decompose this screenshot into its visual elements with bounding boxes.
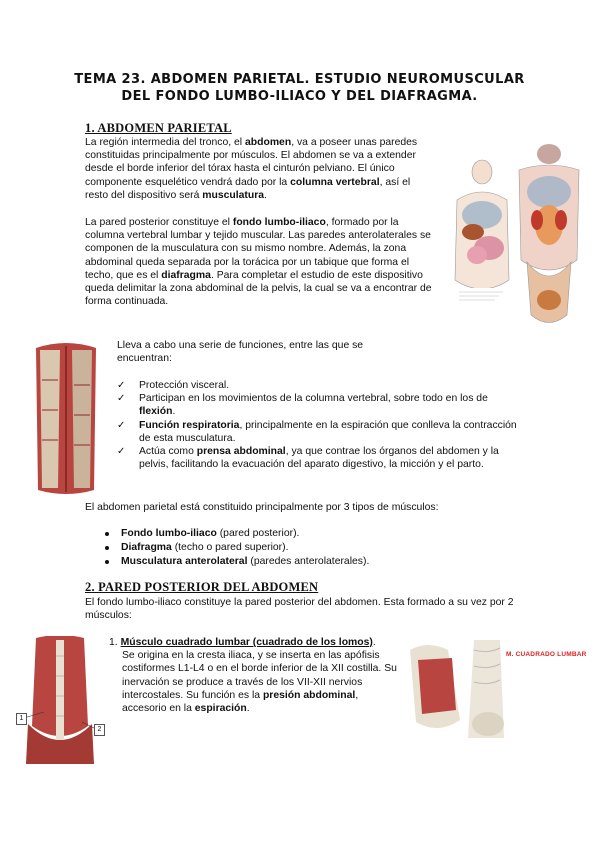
section-2-heading: 2. PARED POSTERIOR DEL ABDOMEN	[85, 580, 319, 594]
muscle-type-item: Fondo lumbo-iliaco (pared posterior).	[99, 527, 499, 540]
muscle-type-item: Diafragma (techo o pared superior).	[99, 541, 499, 554]
checkmark-icon: ✓	[117, 393, 126, 405]
quadratus-lumborum-item	[109, 636, 399, 715]
checkmark-icon: ✓	[117, 446, 126, 458]
paragraph-posterior-wall: La pared posterior constituye el fondo lumbo-iliaco, formado por la columna vertebral lumbar y tejido muscular. Las paredes anterolaterales se componen de la musculatura con su mismo nombre. Además, la zona abdominal queda separada por la torácica por un tabique que forma el techo, que es el diafragma. Para completar el estudio de este dispositivo queda delimitar la zona abdominal de la pelvis, la cual se va a encontrar de forma continuada.	[85, 217, 432, 308]
item-title-line: 1. Músculo cuadrado lumbar (cuadrado de los lomos).	[109, 637, 376, 648]
functions-intro: Lleva a cabo una serie de funciones, entre las que se encuentran:	[117, 340, 364, 365]
page-title	[0, 71, 599, 105]
quadratus-lumborum-figure	[408, 640, 596, 740]
abdominal-wall-muscle-figure	[30, 340, 102, 495]
paragraph-abdomen-intro: La región intermedia del tronco, el abdomen, va a poseer unas paredes constituidas principalmente por músculos. El abdomen se va a extender desde el borde inferior del tórax hasta el cinturón pelviano. El único componente esquelético vendrá dado por la columna vertebral, así el resto del dispositivo será musculatura.	[85, 137, 418, 201]
posterior-wall-figure	[14, 636, 106, 768]
figure-label-2: 2	[94, 724, 105, 736]
torso-anatomy-figure	[449, 140, 582, 335]
title-line-1: TEMA 23. ABDOMEN PARIETAL. ESTUDIO NEUROMUSCULAR	[74, 72, 525, 87]
checkmark-icon: ✓	[117, 419, 126, 431]
quadratus-lumborum-label: M. CUADRADO LUMBAR	[506, 651, 587, 658]
checkmark-icon: ✓	[117, 380, 126, 391]
function-item: ✓ Protección visceral.	[117, 380, 230, 391]
section-1-heading: 1. ABDOMEN PARIETAL	[85, 121, 232, 135]
muscle-type-item: Musculatura anterolateral (paredes anterolaterales).	[99, 555, 499, 568]
muscle-types-intro: El abdomen parietal está constituido principalmente por 3 tipos de músculos:	[85, 502, 439, 513]
function-item: ✓ Actúa como prensa abdominal, ya que contrae los órganos del abdomen y la pelvis, facilitando la evacuación del aparato digestivo, la micción y el parto.	[117, 446, 499, 471]
torso-anatomy-illustration	[449, 140, 582, 335]
functions-list	[117, 379, 517, 471]
section-2-intro: El fondo lumbo-iliaco constituye la pared posterior del abdomen. Esta formado a su vez por 2 músculos:	[85, 597, 514, 622]
figure-label-1: 1	[16, 713, 27, 725]
function-item: ✓ Participan en los movimientos de la columna vertebral, sobre todo en los de flexión.	[117, 393, 488, 418]
muscle-types-list	[99, 527, 499, 570]
item-description: Se origina en la cresta iliaca, y se inserta en las apófisis costiformes L1-L4 o en el borde inferior de la XII costilla. Su inervación se produce a través de los VII-XII nervios intercostales. Su función es la presión abdominal, accesorio en la espiración.	[122, 650, 397, 715]
abdominal-wall-illustration	[30, 340, 102, 495]
title-line-2: DEL FONDO LUMBO-ILIACO Y DEL DIAFRAGMA.	[121, 89, 478, 104]
posterior-wall-illustration	[14, 636, 106, 768]
function-item: ✓ Función respiratoria, principalmente en la espiración que conlleva la contracción de esta musculatura.	[117, 419, 517, 444]
